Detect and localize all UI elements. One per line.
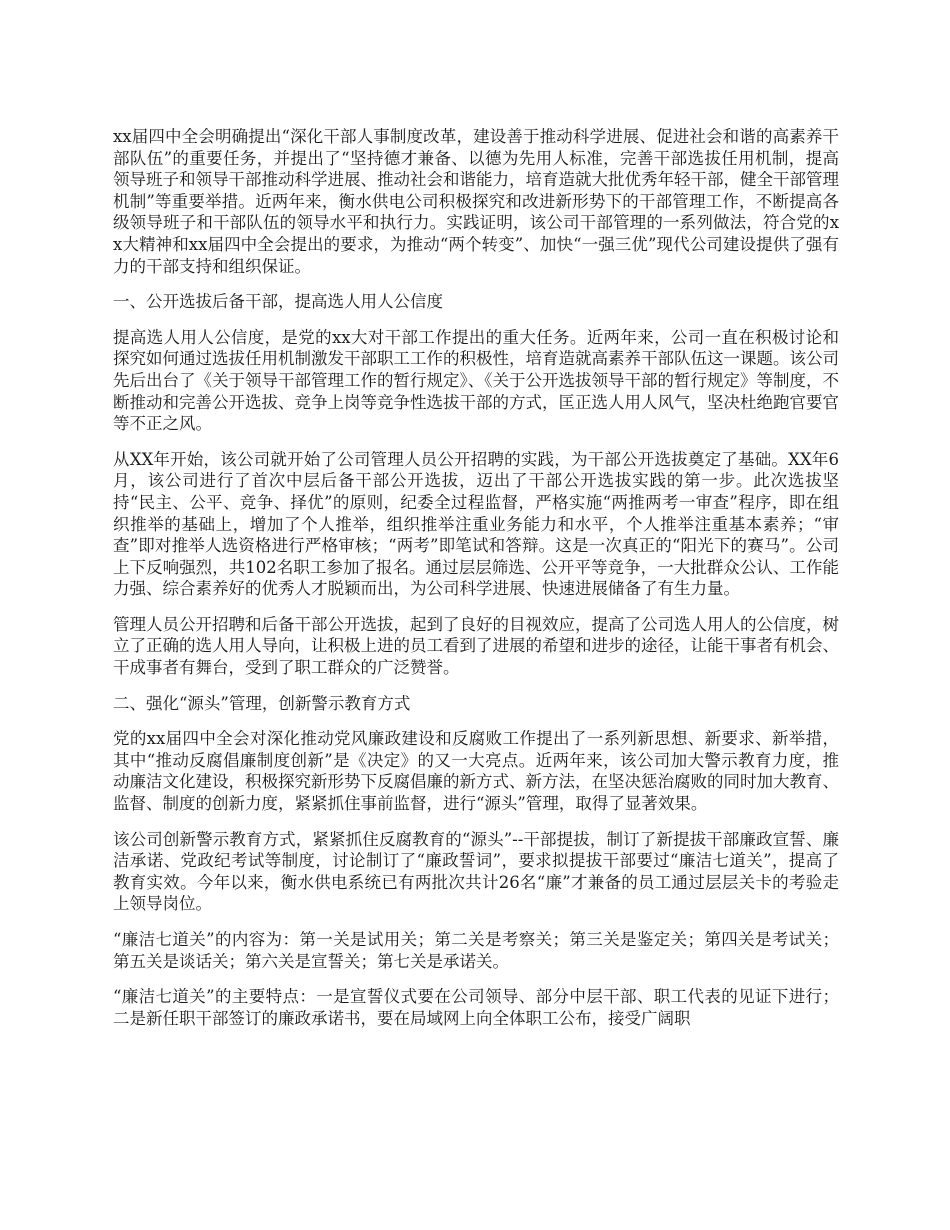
intro-paragraph: xx届四中全会明确提出“深化干部人事制度改革，建设善于推动科学进展、促进社会和谐的高素养干部队伍”的重要任务，并提出了“坚持德才兼备、以德为先用人标准，完善干部选拔任用机制，提高领导班子和领导干部推动科学进展、推动社会和谐能力，培育造就大批优秀年轻干部，健全干部管理机制”等重要举措。近两年来，衡水供电公司积极探究和改进新形势下的干部管理工作，不断提高各级领导班子和干部队伍的领导水平和执行力。实践证明，该公司干部管理的一系列做法，符合党的xx大精神和xx届四中全会提出的要求，为推动“两个转变”、加快“一强三优”现代公司建设提供了强有力的干部支持和组织保证。 — [113, 127, 839, 276]
section-2-paragraph-2: 该公司创新警示教育方式，紧紧抓住反腐教育的“源头”--干部提拔，制订了新提拔干部廉政宣誓、廉洁承诺、党政纪考试等制度，讨论制订了“廉政誓词”，要求拟提拔干部要过“廉洁七道关”，提高了教育实效。今年以来，衡水供电系统已有两批次共计26名“廉”才兼备的员工通过层层关卡的考验走上领导岗位。 — [113, 829, 839, 914]
section-1-paragraph-1: 提高选人用人公信度，是党的xx大对干部工作提出的重大任务。近两年来，公司一直在积极讨论和探究如何通过选拔任用机制激发干部职工工作的积极性，培育造就高素养干部队伍这一课题。该公司先后出台了《关于领导干部管理工作的暂行规定》、《关于公开选拔领导干部的暂行规定》等制度，不断推动和完善公开选拔、竞争上岗等竞争性选拔干部的方式，匡正选人用人风气，坚决杜绝跑官要官等不正之风。 — [113, 327, 839, 434]
section-heading-2: 二、强化“源头”管理，创新警示教育方式 — [113, 693, 411, 713]
section-2-paragraph-4: “廉洁七道关”的主要特点：一是宣誓仪式要在公司领导、部分中层干部、职工代表的见证下进行；二是新任职干部签订的廉政承诺书，要在局域网上向全体职工公布，接受广阔职 — [113, 987, 839, 1028]
section-1-paragraph-3: 管理人员公开招聘和后备干部公开选拔，起到了良好的目视效应，提高了公司选人用人的公信度，树立了正确的选人用人导向，让积极上进的员工看到了进展的希望和进步的途径，让能干事者有机会、干成事者有舞台，受到了职工群众的广泛赞誉。 — [113, 614, 839, 678]
section-1-paragraph-2: 从XX年开始，该公司就开始了公司管理人员公开招聘的实践，为干部公开选拔奠定了基础。XX年6月，该公司进行了首次中层后备干部公开选拔，迈出了干部公开选拔实践的第一步。此次选拔坚持“民主、公平、竞争、择优”的原则，纪委全过程监督，严格实施“两推两考一审查”程序，即在组织推举的基础上，增加了个人推举，组织推举注重业务能力和水平，个人推举注重基本素养；“审查”即对推举人选资格进行严格审核；“两考”即笔试和答辩。这是一次真正的“阳光下的赛马”。公司上下反响强烈，共102名职工参加了报名。通过层层筛选、公开平等竞争，一大批群众公认、工作能力强、综合素养好的优秀人才脱颖而出，为公司科学进展、快速进展储备了有生力量。 — [113, 449, 839, 599]
section-heading-1: 一、公开选拔后备干部，提高选人用人公信度 — [113, 292, 443, 312]
section-2-paragraph-1: 党的xx届四中全会对深化推动党风廉政建设和反腐败工作提出了一系列新思想、新要求、新举措，其中“推动反腐倡廉制度创新”是《决定》的又一大亮点。近两年来，该公司加大警示教育力度，推动廉洁文化建设，积极探究新形势下反腐倡廉的新方式、新方法，在坚决惩治腐败的同时加大教育、监督、制度的创新力度，紧紧抓住事前监督，进行“源头”管理，取得了显著效果。 — [113, 729, 839, 814]
document-body — [113, 126, 839, 1043]
section-2-paragraph-3: “廉洁七道关”的内容为：第一关是试用关；第二关是考察关；第三关是鉴定关；第四关是考试关；第五关是谈话关；第六关是宣誓关；第七关是承诺关。 — [113, 930, 839, 971]
